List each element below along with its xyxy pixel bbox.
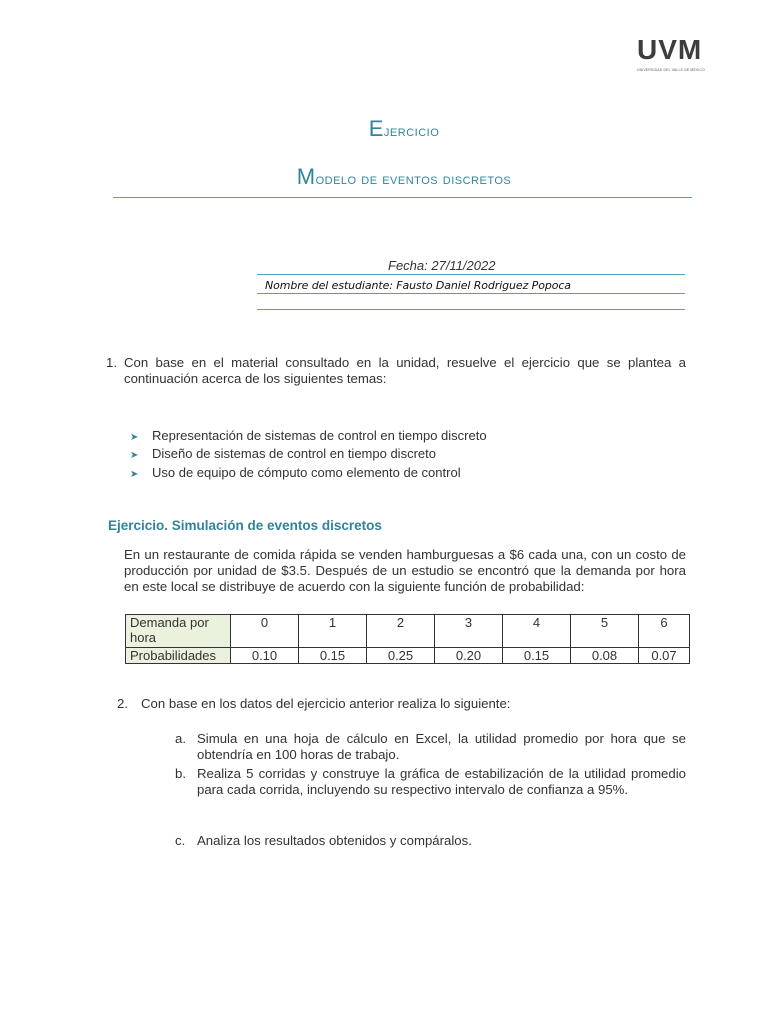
arrow-bullet-icon: ➤ [130,450,139,461]
title-divider [113,197,692,198]
student-name-field: Nombre del estudiante: Fausto Daniel Rodriguez Popoca [265,279,571,292]
item-text: Analiza los resultados obtenidos y compáralos. [197,833,472,848]
table-row [126,648,690,664]
table-row-header: Probabilidades [126,648,231,664]
date-underline [257,274,685,275]
table-cell: 5 [571,615,639,648]
table-cell: 2 [367,615,435,648]
title-modelo: Modelo de eventos discretos [296,164,512,189]
exercise-text: En un restaurante de comida rápida se venden hamburguesas a $6 cada una, con un costo de producción por unidad de $3.5. Después de un estudio se encontró que la demanda por hora en este local se distribuye de acuerdo con la siguiente función de probabilidad: [124,547,686,594]
item-letter: c. [175,833,186,848]
table-row [126,615,690,648]
topic-label: Diseño de sistemas de control en tiempo discreto [152,446,436,461]
table-row-header: Demanda por hora [126,615,231,648]
table-cell: 0 [231,615,299,648]
table-cell: 0.15 [503,648,571,664]
question1-text: Con base en el material consultado en la unidad, resuelve el ejercicio que se plantea a continuación acerca de los siguientes temas: [124,355,686,386]
topic-label: Representación de sistemas de control en tiempo discreto [152,428,487,443]
table-cell: 0.08 [571,648,639,664]
topic-label: Uso de equipo de cómputo como elemento de control [152,465,461,480]
item-text: Simula en una hoja de cálculo en Excel, la utilidad promedio por hora que se obtendría en 100 horas de trabajo. [197,731,686,762]
table-cell: 0.10 [231,648,299,664]
item-letter: a. [175,731,186,746]
table-cell: 0.25 [367,648,435,664]
uvm-logo [637,36,719,72]
question1-number: 1. [106,355,117,370]
table-cell: 1 [299,615,367,648]
logo-subtitle: UNIVERSIDAD DEL VALLE DE MÉXICO [637,68,706,72]
table-cell: 3 [435,615,503,648]
date-field: Fecha: 27/11/2022 [388,258,496,273]
topic-item [130,428,487,443]
name-underline [257,293,685,294]
table-cell: 0.15 [299,648,367,664]
section-title: Ejercicio. Simulación de eventos discretos [108,518,382,533]
title-ejercicio: Ejercicio [368,116,440,141]
logo-wordmark: UVM [637,34,703,65]
probability-table [125,614,690,664]
question2-number: 2. [117,696,128,711]
question2-text: Con base en los datos del ejercicio anterior realiza lo siguiente: [141,696,511,711]
table-cell: 4 [503,615,571,648]
extra-underline [257,309,685,310]
item-text: Realiza 5 corridas y construye la gráfica de estabilización de la utilidad promedio para cada corrida, incluyendo su respectivo intervalo de confianza a 95%. [197,766,686,797]
topic-item [130,465,461,480]
table-cell: 0.20 [435,648,503,664]
table-cell: 6 [639,615,690,648]
arrow-bullet-icon: ➤ [130,432,139,443]
topic-item [130,446,436,461]
item-letter: b. [175,766,186,781]
arrow-bullet-icon: ➤ [130,469,139,480]
table-cell: 0.07 [639,648,690,664]
